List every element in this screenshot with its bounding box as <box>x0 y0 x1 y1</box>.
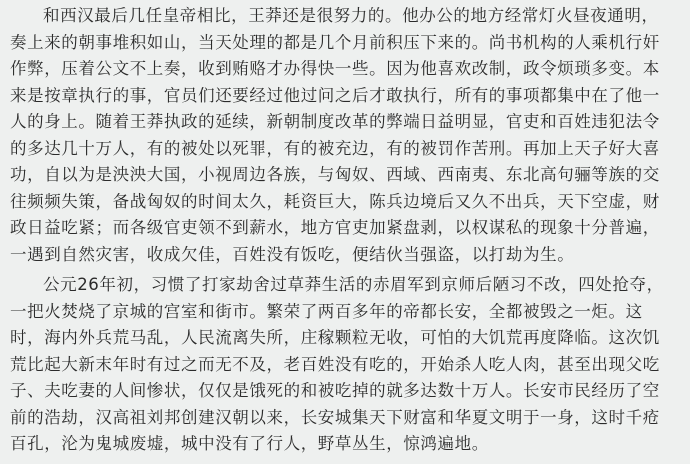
text-line: 和西汉最后几任皇帝相比，王莽还是很努力的。他办公的地方经常灯火昼夜通明， <box>43 6 659 25</box>
paragraph-1 <box>10 0 680 268</box>
text-line: 来是按章执行的事，官员们还要经过他过问之后才敢执行，所有的事项都集中在了他一 <box>10 85 660 105</box>
paragraph-2 <box>10 268 680 458</box>
text-line: 往频频失策，备战匈奴的时间太久，耗资巨大，陈兵边境后又久不出兵，天下空虚，财 <box>10 191 660 211</box>
text-line: 一遇到自然灾害，收成欠佳，百姓没有饭吃，便结伙当强盗，以打劫为生。 <box>10 244 575 264</box>
text-line: 人的身上。随着王莽执政的延续，新朝制度改革的弊端日益明显，官吏和百姓违犯法令 <box>10 112 660 131</box>
text-line: 一把火焚烧了京城的宫室和街市。繁荣了两百多年的帝都长安，全都被毁之一炬。这 <box>10 301 643 321</box>
text-line: 的多达几十万人，有的被处以死罪，有的被充边，有的被罚作苦刑。再加上天子好大喜 <box>10 138 660 158</box>
text-line: 奏上来的朝事堆积如山，当天处理的都是几个月前积压下来的。尚书机构的人乘机行奸 <box>10 32 660 52</box>
text-line: 政日益吃紧；而各级官吏领不到薪水，地方官吏加紧盘剥，以权谋私的现象十分普遍， <box>10 218 660 237</box>
text-line: 子、夫吃妻的人间惨状，仅仅是饿死的和被吃掉的就多达数十万人。长安市民经历了空 <box>10 381 660 400</box>
text-line: 百孔，沦为鬼城废墟，城中没有了行人，野草丛生，惊鸿遍地。 <box>10 434 489 453</box>
text-line: 作弊，压着公文不上奏，收到贿赂才办得快一些。因为他喜欢改制，政令烦琐多变。本 <box>10 59 660 78</box>
text-line: 前的浩劫，汉高祖刘邦创建汉朝以来，长安城集天下财富和华夏文明于一身，这时千疮 <box>10 407 660 427</box>
text-line: 公元26年初，习惯了打家劫舍过草莽生活的赤眉军到京师后陋习不改，四处抢夺， <box>43 275 664 294</box>
text-line: 荒比起大新末年时有过之而无不及，老百姓没有吃的，开始杀人吃人肉，甚至出现父吃 <box>10 354 660 374</box>
text-line: 功，自以为是泱泱大国，小视周边各族，与匈奴、西域、西南夷、东北高句骊等族的交 <box>10 165 660 184</box>
text-line: 时，海内外兵荒马乱，人民流离失所，庄稼颗粒无收，可怕的大饥荒再度降临。这次饥 <box>10 328 660 347</box>
